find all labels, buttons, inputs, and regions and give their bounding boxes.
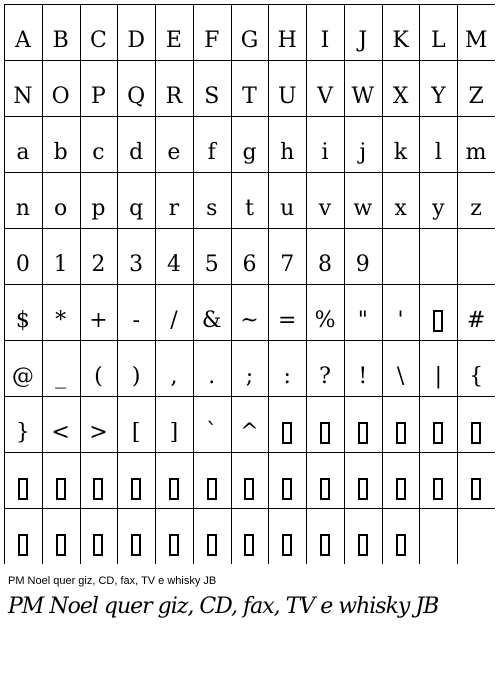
- cell-glyph: n: [15, 196, 30, 221]
- cell-glyph: b: [53, 140, 68, 165]
- cell-glyph: G: [240, 28, 259, 53]
- cell-glyph: s: [206, 196, 218, 221]
- cell-glyph: &: [201, 308, 222, 333]
- cell-glyph: M: [464, 28, 488, 53]
- cell-glyph: t: [245, 196, 254, 221]
- cell-glyph: U: [277, 84, 297, 109]
- cell-glyph: f: [207, 140, 216, 165]
- sample-text-plain: PM Noel quer giz, CD, fax, TV e whisky JB: [8, 575, 217, 587]
- cell-glyph: [: [131, 420, 141, 445]
- cell-glyph: 4: [166, 252, 181, 277]
- cell-glyph: 5: [204, 252, 219, 277]
- cell-glyph: l: [434, 140, 442, 165]
- cell-glyph: k: [393, 140, 408, 165]
- cell-glyph: 6: [242, 252, 257, 277]
- cell-glyph: o: [54, 196, 68, 221]
- cell-glyph: 8: [318, 252, 333, 277]
- cell-glyph: T: [242, 84, 257, 109]
- cell-glyph: y: [432, 196, 445, 221]
- cell-glyph: R: [165, 84, 183, 109]
- cell-glyph: -: [132, 308, 140, 333]
- cell-glyph: O: [51, 84, 70, 109]
- cell-glyph: |: [434, 364, 443, 389]
- cell-glyph: d: [129, 140, 144, 165]
- cell-glyph: v: [318, 196, 332, 221]
- cell-glyph: L: [431, 28, 446, 53]
- cell-glyph: F: [204, 28, 220, 53]
- cell-glyph: z: [470, 196, 482, 221]
- cell-glyph: /: [170, 308, 178, 333]
- cell-glyph: ): [131, 364, 141, 389]
- cell-glyph: !: [358, 364, 368, 389]
- cell-glyph: g: [242, 140, 257, 165]
- cell-glyph: ?: [319, 364, 331, 389]
- cell-glyph: E: [165, 28, 182, 53]
- cell-glyph: i: [321, 140, 329, 165]
- cell-glyph: H: [277, 28, 297, 53]
- cell-glyph: {: [469, 364, 484, 389]
- cell-glyph: h: [280, 140, 295, 165]
- cell-glyph: N: [13, 84, 33, 109]
- cell-glyph: 1: [53, 252, 68, 277]
- cell-glyph: ,: [170, 364, 178, 389]
- cell-glyph: @: [11, 364, 34, 389]
- cell-glyph: Y: [431, 84, 446, 109]
- cell-glyph: ': [397, 308, 404, 333]
- cell-glyph: }: [15, 420, 30, 445]
- cell-glyph: 9: [355, 252, 370, 277]
- cell-glyph: 2: [91, 252, 106, 277]
- cell-glyph: (: [94, 364, 103, 389]
- cell-glyph: *: [55, 308, 67, 333]
- cell-glyph: >: [89, 420, 108, 445]
- cell-glyph: `: [206, 420, 218, 445]
- cell-glyph: V: [317, 84, 333, 109]
- cell-glyph: C: [89, 28, 107, 53]
- cell-glyph: a: [16, 140, 30, 165]
- cell-glyph: $: [15, 308, 30, 333]
- cell-glyph: \: [396, 364, 405, 389]
- cell-glyph: ^: [240, 420, 259, 445]
- sample-text-font: PM Noel quer giz, CD, fax, TV e whisky JB: [8, 594, 439, 619]
- cell-glyph: X: [392, 84, 409, 109]
- cell-glyph: I: [320, 28, 330, 53]
- cell-glyph: P: [91, 84, 106, 109]
- cell-glyph: j: [359, 140, 367, 165]
- cell-glyph: m: [465, 140, 487, 165]
- cell-glyph: :: [283, 364, 291, 389]
- cell-glyph: J: [358, 28, 368, 53]
- cell-glyph: Q: [127, 84, 146, 109]
- cell-glyph: e: [167, 140, 181, 165]
- cell-glyph: 3: [129, 252, 144, 277]
- cell-glyph: p: [91, 196, 106, 221]
- cell-glyph: ]: [169, 420, 179, 445]
- cell-glyph: +: [89, 308, 108, 333]
- cell-glyph: ": [357, 308, 368, 333]
- cell-glyph: .: [208, 364, 216, 389]
- cell-glyph: 7: [280, 252, 295, 277]
- cell-glyph: _: [55, 364, 67, 389]
- cell-glyph: w: [353, 196, 373, 221]
- cell-glyph: B: [52, 28, 69, 53]
- cell-glyph: W: [351, 84, 375, 109]
- cell-glyph: =: [278, 308, 297, 333]
- character-map: [4, 4, 495, 564]
- cell-glyph: D: [127, 28, 145, 53]
- cell-glyph: K: [392, 28, 409, 53]
- cell-glyph: A: [14, 28, 31, 53]
- cell-glyph: ;: [245, 364, 254, 389]
- cell-glyph: %: [314, 308, 336, 333]
- cell-glyph: c: [92, 140, 105, 165]
- cell-glyph: <: [51, 420, 70, 445]
- cell-glyph: u: [280, 196, 295, 221]
- grid-lines: [4, 4, 495, 564]
- cell-glyph: #: [466, 308, 486, 333]
- cell-glyph: S: [204, 84, 220, 109]
- cell-glyph: 0: [15, 252, 30, 277]
- cell-glyph: r: [168, 196, 180, 221]
- cell-glyph: Z: [468, 84, 484, 109]
- cell-glyph: ~: [240, 308, 259, 333]
- cell-glyph: x: [394, 196, 407, 221]
- cell-glyph: q: [129, 196, 144, 221]
